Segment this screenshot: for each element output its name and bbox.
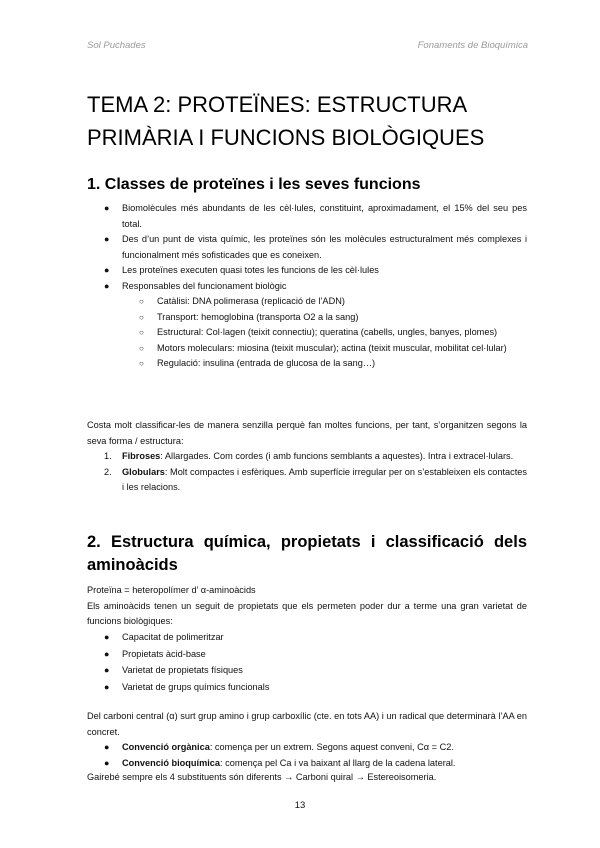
- circle-bullet-icon: ○: [139, 312, 144, 322]
- list-item-text: Varietat de grups químics funcionals: [122, 681, 270, 692]
- sublist-item-text: Transport: hemoglobina (transporta O2 a la sang): [157, 311, 359, 322]
- list-item-text: Propietats àcid-base: [122, 648, 206, 659]
- section-1-bullet-list: [87, 201, 527, 372]
- sublist-item-text: Regulació: insulina (entrada de glucosa de la sang…): [157, 358, 376, 368]
- aminoacid-properties-intro: Els aminoàcids tenen un seguit de propietats que els permeten poder dur a terme una gran varietat de funcions biològiques:: [87, 600, 527, 626]
- list-item-text: Capacitat de polimeritzar: [122, 632, 224, 642]
- sublist-item: [87, 341, 527, 357]
- list-item: [87, 756, 527, 772]
- bullet-icon: ●: [104, 265, 110, 275]
- bullet-icon: ●: [104, 742, 110, 752]
- list-item: [87, 646, 527, 663]
- header-author: Sol Puchades: [87, 40, 146, 51]
- protein-type-list: [87, 449, 527, 496]
- term-organic-convention: Convenció orgànica: [122, 742, 210, 752]
- page-number: 13: [294, 800, 306, 811]
- sublist-item: [87, 310, 527, 326]
- title-line-2: PRIMÀRIA I FUNCIONS BIOLÒGIQUES: [87, 125, 485, 150]
- list-item-text: Biomolècules més abundants de les cèl·lules, constituint, aproximadament, el 15% del seu pes total.: [122, 203, 527, 229]
- sublist-item: [87, 356, 527, 372]
- list-number: 1.: [104, 451, 112, 461]
- list-item: [87, 662, 527, 679]
- sublist-item: [87, 294, 527, 310]
- list-item-text: Responsables del funcionament biològic: [122, 280, 287, 291]
- sublist-item-text: Motors moleculars: miosina (teixit muscular); actina (teixit muscular, mobilitat cel·lular): [157, 342, 507, 353]
- title-line-1: TEMA 2: PROTEÏNES: ESTRUCTURA: [87, 92, 468, 117]
- list-item: [87, 201, 527, 232]
- bullet-icon: ●: [104, 632, 110, 642]
- sublist-item-text: Catàlisi: DNA polimerasa (replicació de l’ADN): [157, 296, 345, 306]
- aminoacid-property-list: [87, 629, 527, 695]
- list-number: 2.: [104, 466, 112, 477]
- bullet-icon: ●: [104, 681, 110, 692]
- list-item: [87, 740, 527, 756]
- aminoacid-intro: [87, 583, 527, 630]
- list-item: [87, 279, 527, 372]
- term-description: : comença pel Ca i va baixant al llarg de la cadena lateral.: [220, 757, 456, 768]
- list-item: [87, 449, 527, 465]
- classification-paragraph: Costa molt classificar-les de manera senzilla perquè fan moltes funcions, per tant, s’organitzen segons la seva forma / estructura:: [87, 420, 527, 446]
- section-1-heading: 1. Classes de proteïnes i les seves funcions: [87, 176, 421, 193]
- list-item: [87, 232, 527, 263]
- list-item-text: Des d’un punt de vista químic, les proteïnes són les molècules estructuralment més complexes i funcionalment més sofisticades que es coneixen.: [122, 234, 527, 260]
- list-item: [87, 679, 527, 696]
- term-description: : Molt compactes i esfèriques. Amb superfície irregular per on s’estableixen els contactes i les relacions.: [122, 466, 527, 492]
- term-fibroses: Fibroses: [122, 451, 161, 461]
- bullet-icon: ●: [104, 280, 110, 291]
- function-sublist: [122, 294, 527, 372]
- convention-list: [87, 740, 527, 771]
- bullet-icon: ●: [104, 648, 110, 659]
- term-biochemical-convention: Convenció bioquímica: [122, 757, 221, 768]
- section-2-heading: 2. Estructura química, propietats i classificació dels aminoàcids: [87, 533, 527, 574]
- page-title: [87, 88, 527, 154]
- circle-bullet-icon: ○: [139, 297, 144, 306]
- term-description: : Allargades. Com cordes (i amb funcions semblants a aquestes). Intra i extracel·lulars.: [160, 451, 514, 461]
- protein-definition: Proteïna = heteropolímer d’ α-aminoàcids: [87, 585, 256, 595]
- circle-bullet-icon: ○: [139, 328, 144, 337]
- list-item: [87, 263, 527, 279]
- circle-bullet-icon: ○: [139, 359, 144, 368]
- sublist-item: [87, 325, 527, 341]
- central-carbon-paragraph: Del carboni central (α) surt grup amino i grup carboxílic (cte. en tots AA) i un radical que determinarà l’AA en concret.: [87, 711, 527, 737]
- bullet-icon: ●: [104, 234, 110, 244]
- circle-bullet-icon: ○: [139, 343, 144, 353]
- list-item-text: Les proteïnes executen quasi totes les funcions de les cèl·lules: [122, 265, 379, 275]
- list-item: [87, 465, 527, 496]
- list-item-text: Varietat de propietats físiques: [122, 665, 243, 675]
- bullet-icon: ●: [104, 757, 110, 768]
- chiral-carbon-line: Gairebé sempre els 4 substituents són diferents → Carboni quiral → Estereoisomeria.: [87, 772, 437, 782]
- header-course: Fonaments de Bioquímica: [417, 40, 528, 51]
- sublist-item-text: Estructural: Col·lagen (teixit connectiu); queratina (cabells, ungles, banyes, plomes): [157, 327, 498, 337]
- term-description: : comença per un extrem. Segons aquest conveni, Cα = C2.: [209, 742, 454, 752]
- bullet-icon: ●: [104, 203, 110, 213]
- bullet-icon: ●: [104, 665, 110, 675]
- term-globulars: Globulars: [122, 466, 165, 477]
- list-item: [87, 629, 527, 646]
